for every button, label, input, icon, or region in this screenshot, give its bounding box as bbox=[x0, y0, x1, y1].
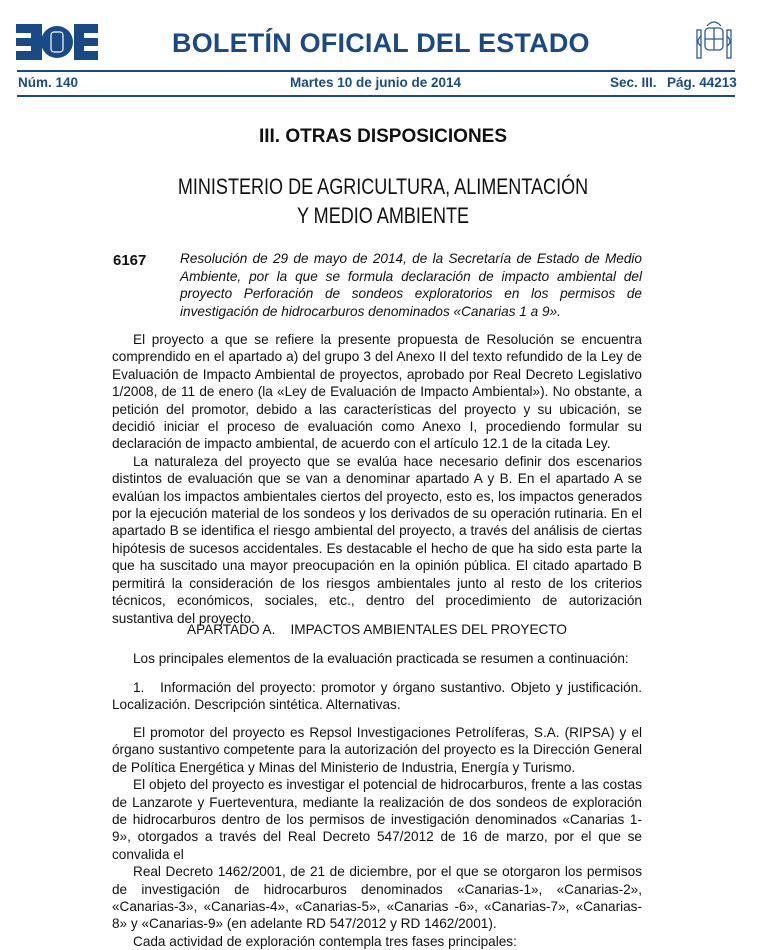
header-rule-bottom bbox=[17, 95, 735, 97]
boe-logo-icon bbox=[16, 24, 98, 60]
document-number: 6167 bbox=[113, 252, 147, 269]
boe-header bbox=[0, 0, 766, 100]
paragraph: El objeto del proyecto es investigar el potencial de hidrocarburos, frente a las costas de Lanzarote y Fuerteventura, mediante la realización de dos sondeos de exploración de hidrocarburos dentro de los permisos de investigación denominados «Canarias 1-9», otorgados a través del Real Decreto 547/2012 de 16 de marzo, por el que se convalida el bbox=[112, 777, 642, 862]
item-1 bbox=[112, 679, 646, 714]
apartado-heading: APARTADO A. IMPACTOS AMBIENTALES DEL PROYECTO bbox=[187, 622, 567, 637]
paragraph: El proyecto a que se refiere la presente propuesta de Resolución se encuentra comprendido en el apartado a) del grupo 3 del Anexo II del texto refundido de la Ley de Evaluación de Impacto Ambiental de proyectos, aprobado por Real Decreto Legislativo 1/2008, de 11 de enero (la «Ley de Evaluación de Impacto Ambiental»). No obstante, a petición del promotor, debido a las características del proyecto y su ubicación, se decidió iniciar el proceso de evaluación como Anexo I, procediendo formular su declaración de impacto ambiental, de acuerdo con el artículo 12.1 de la citada Ley. bbox=[112, 332, 642, 452]
project-paragraphs bbox=[112, 724, 642, 950]
issue-date: Martes 10 de junio de 2014 bbox=[290, 75, 462, 90]
gazette-title: BOLETÍN OFICIAL DEL ESTADO bbox=[172, 28, 590, 58]
ministry-line-1: MINISTERIO DE AGRICULTURA, ALIMENTACIÓN bbox=[177, 174, 589, 199]
paragraph: Cada actividad de exploración contempla tres fases principales: bbox=[133, 933, 517, 949]
section-label: Sec. III. bbox=[610, 75, 657, 90]
ministry-line-2: Y MEDIO AMBIENTE bbox=[296, 203, 470, 228]
paragraph: Los principales elementos de la evaluación practicada se resumen a continuación: bbox=[133, 651, 629, 666]
coat-of-arms-icon bbox=[693, 16, 735, 64]
issue-number: Núm. 140 bbox=[18, 75, 79, 90]
resolution-summary: Resolución de 29 de mayo de 2014, de la Secretaría de Estado de Medio Ambiente, por la que se formula declaración de impacto ambiental del proyecto Perforación de sondeos exploratorios en los permisos de investigación de hidrocarburos denominados «Canarias 1 a 9». bbox=[180, 251, 642, 319]
section-title: III. OTRAS DISPOSICIONES bbox=[258, 126, 508, 147]
paragraph: Real Decreto 1462/2001, de 21 de diciembre, por el que se otorgaron los permisos de investigación de hidrocarburos denominados «Canarias-1», «Canarias-2», «Canarias-3», «Canarias-4», «Canarias-5», «Canarias -6», «Canarias-7», «Canarias-8» y «Canarias-9» (en adelante RD 547/2012 y RD 1462/2001). bbox=[112, 864, 642, 932]
header-rule-top bbox=[17, 70, 735, 72]
intro-paragraphs bbox=[112, 331, 642, 627]
numbered-item: 1. Información del proyecto: promotor y órgano sustantivo. Objeto y justificación. Localización. Descripción sintética. Alternativas. bbox=[112, 680, 646, 713]
paragraph: El promotor del proyecto es Repsol Investigaciones Petrolíferas, S.A. (RIPSA) y el órgano sustantivo competente para la autorización del proyecto es la Dirección General de Política Energética y Minas del Ministerio de Industria, Energía y Turismo. bbox=[112, 725, 642, 775]
summary-intro bbox=[112, 650, 642, 667]
page-number: Pág. 44213 bbox=[667, 75, 737, 90]
ministry-name bbox=[69, 172, 697, 230]
paragraph: La naturaleza del proyecto que se evalúa hace necesario definir dos escenarios distintos de evaluación que se van a denominar apartado A y B. En el apartado A se evalúan los impactos ambientales ciertos del proyecto, esto es, los impactos generados por la ejecución material de los sondeos y los derivados de su operación rutinaria. En el apartado B se identifica el riesgo ambiental del proyecto, a través del análisis de ciertas hipótesis de sucesos accidentales. Es destacable el hecho de que ha sido esta parte la que ha suscitado una mayor preocupación en la opinión pública. El citado apartado B permitirá la consideración de los riesgos ambientales junto al resto de los criterios técnicos, económicos, sociales, etc., dentro del procedimiento de autorización sustantiva del proyecto. bbox=[112, 453, 642, 626]
